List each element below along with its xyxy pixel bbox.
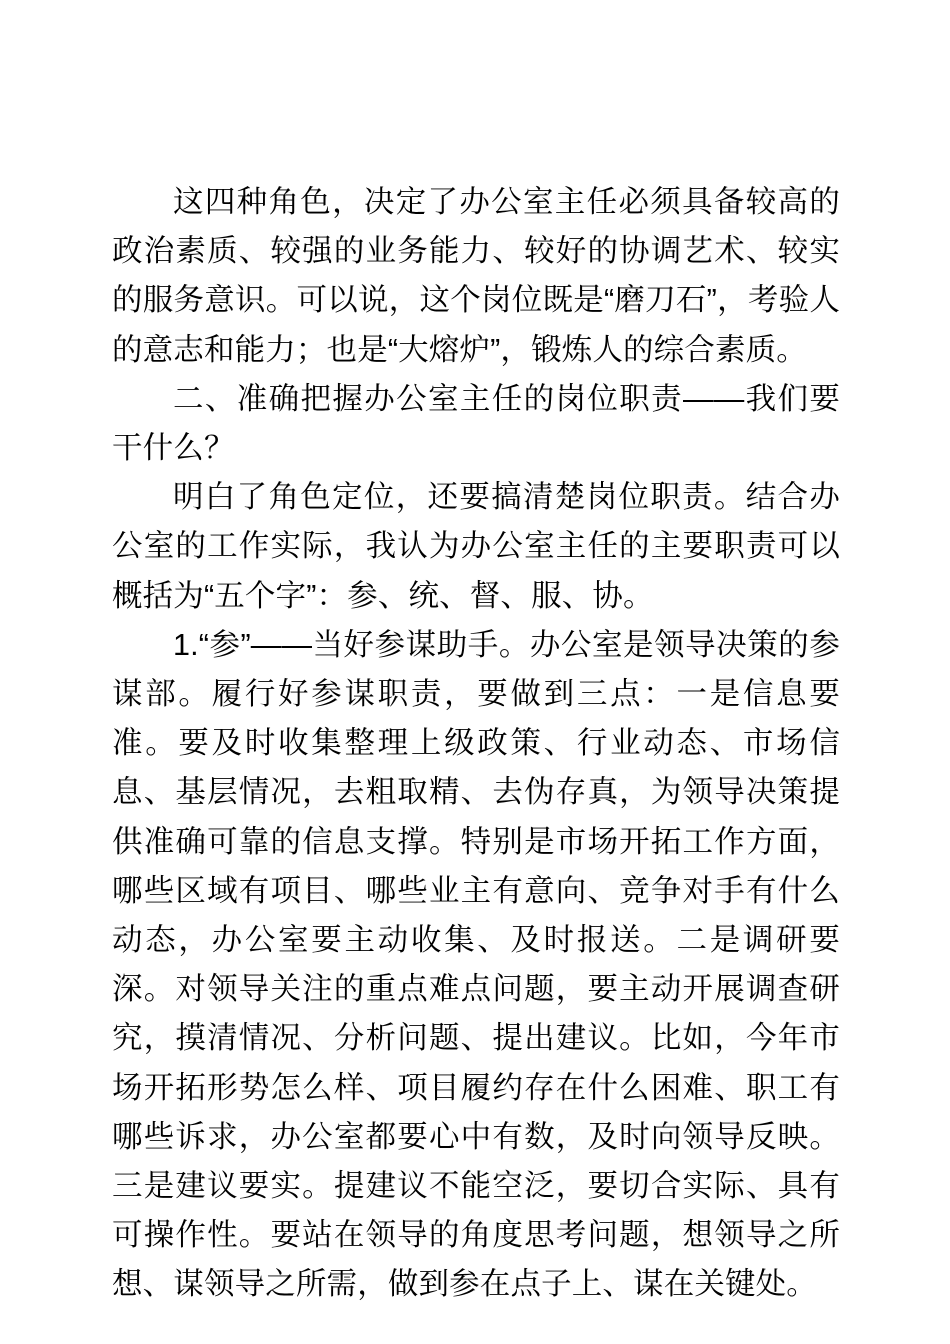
section-heading-two: 二、准确把握办公室主任的岗位职责——我们要干什么？: [112, 381, 840, 466]
paragraph-4-item-can: 1.“参”——当好参谋助手。办公室是领导决策的参谋部。履行好参谋职责，要做到三点：一是信息要准。要及时收集整理上级政策、行业动态、市场信息、基层情况，去粗取精、去伪存真，为领导决策提供准确可靠的信息支撑。特别是市场开拓工作方面，哪些区域有项目、哪些业主有意向、竞争对手有什么动态，办公室要主动收集、及时报送。二是调研要深。对领导关注的重点难点问题，要主动开展调查研究，摸清情况、分析问题、提出建议。比如，今年市场开拓形势怎么样、项目履约存在什么困难、职工有哪些诉求，办公室都要心中有数，及时向领导反映。三是建议要实。提建议不能空泛，要切合实际、具有可操作性。要站在领导的角度思考问题，想领导之所想、谋领导之所需，做到参在点子上、谋在关键处。: [112, 627, 840, 1302]
paragraph-3: 明白了角色定位，还要搞清楚岗位职责。结合办公室的工作实际，我认为办公室主任的主要职责可以概括为“五个字”：参、统、督、服、协。: [112, 480, 840, 613]
document-text-column: [112, 178, 840, 1310]
paragraph-1: 这四种角色，决定了办公室主任必须具备较高的政治素质、较强的业务能力、较好的协调艺术、较实的服务意识。可以说，这个岗位既是“磨刀石”，考验人的意志和能力；也是“大熔炉”，锻炼人的综合素质。: [112, 185, 840, 367]
